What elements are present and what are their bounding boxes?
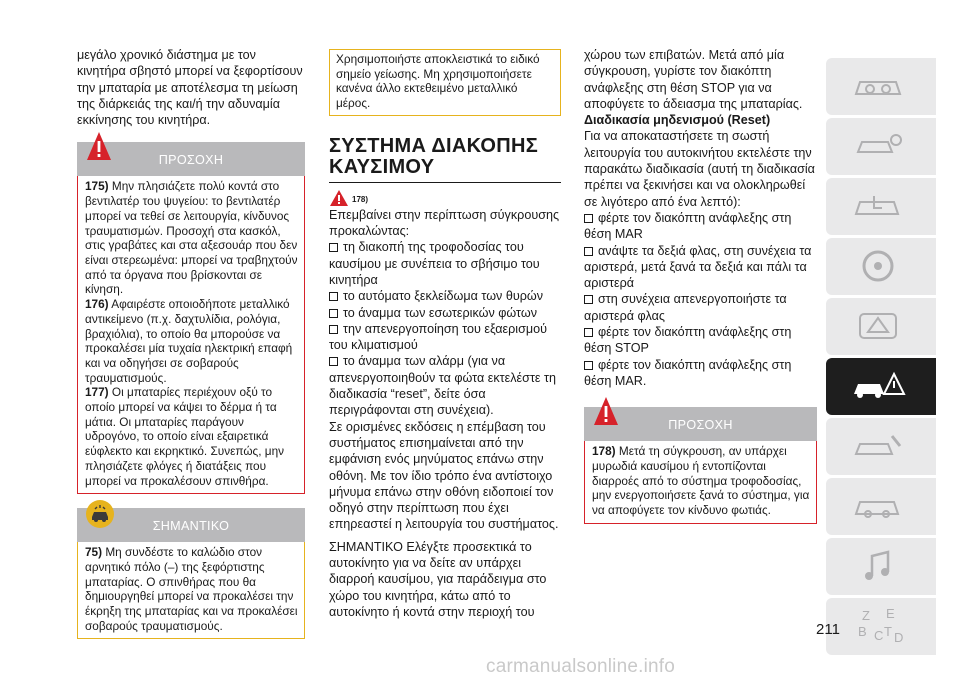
tab-warning-lights[interactable] [826, 298, 936, 355]
warning-title: ΠΡΟΣΟΧΗ [158, 153, 224, 168]
car-data-icon [848, 486, 908, 526]
alphabet-index-icon [848, 606, 908, 646]
important-box [77, 542, 305, 639]
lead-text: Επεμβαίνει στην περίπτωση σύγκρουσης προκαλώντας: [329, 207, 560, 239]
warning-header [77, 142, 305, 176]
list-item: στη συνέχεια απενεργοποιήστε τα αριστερά φλας [584, 292, 787, 323]
warning-reference [329, 189, 561, 207]
list-item: φέρτε τον διακόπτη ανάφλεξης στη θέση MAR. [584, 357, 792, 388]
checkbox-bullet-icon [584, 214, 593, 223]
tab-maintenance[interactable] [826, 418, 936, 475]
index-letter: E [886, 606, 895, 621]
checkbox-bullet-icon [584, 328, 593, 337]
list-item: φέρτε τον διακόπτη ανάφλεξης στη θέση STOP [584, 325, 792, 356]
col3-intro: χώρου των επιβατών. Μετά από μία σύγκρουση, γυρίστε τον διακόπτη ανάφλεξης στη θέση STOP για να αποφύγετε το άδειασμα της μπαταρίας. [584, 48, 803, 111]
watermark-text: carmanualsonline.info [486, 656, 676, 677]
car-seat-icon [848, 186, 908, 226]
warning-item: 177) Οι μπαταρίες περιέχουν οξύ το οποίο μπορεί να κάψει το δέρμα ή τα μάτια. Οι μπαταρίες παράγουν υδρογόνο, το οποίο είναι εξαιρετικά εύφλεκτο και εκρηκτικό. Συνεπώς, μην πλησιάζετε φλόγες ή διατάξεις που μπορεί να προκαλέσουν σπινθήρα. [85, 385, 285, 488]
tab-index[interactable] [826, 598, 936, 655]
paragraph: Για να αποκαταστήσετε τη σωστή λειτουργία του αυτοκινήτου εκτελέστε την παρακάτω διαδικασία (αυτή τη διαδικασία πρέπει να ξεκινήσει και να ολοκληρωθεί σε λιγότερο από ένα λεπτό): [584, 129, 815, 209]
checkbox-bullet-icon [584, 361, 593, 370]
col1-intro: μεγάλο χρονικό διάστημα με τον κινητήρα σβηστό μπορεί να ξεφορτίσουν την μπαταρία με αποτέλεσμα τη μείωση της διάρκειάς της και/ή την αδυναμία εκκίνησης του κινητήρα. [77, 48, 303, 128]
warning-item: 178) Μετά τη σύγκρουση, αν υπάρχει μυρωδιά καυσίμου ή εντοπίζονται διαρροές από το σύστημα τροφοδοσίας, μην ενεργοποιήσετε ξανά το σύστημα, για να αποφύγετε τον κίνδυνο φωτιάς. [592, 444, 810, 518]
tab-key[interactable] [826, 118, 936, 175]
index-letter: C [874, 628, 884, 643]
subheading: Διαδικασία μηδενισμού (Reset) [584, 113, 771, 128]
important-header [77, 508, 305, 542]
index-letter: T [884, 624, 892, 639]
index-letter: D [894, 630, 904, 645]
checkbox-bullet-icon [584, 295, 593, 304]
music-icon [848, 546, 908, 586]
column-2 [329, 47, 561, 620]
tab-technical-data[interactable] [826, 478, 936, 535]
list-item: την απενεργοποίηση του εξαερισμού του κλιματισμού [329, 321, 548, 353]
car-key-icon [848, 126, 908, 166]
reference-number: 178) [352, 194, 369, 204]
important-item: 75) Μη συνδέστε το καλώδιο στον αρνητικό πόλο (–) της ξεφόρτιστης μπαταρίας. Ο σπινθήρας που θα δημιουργηθεί μπορεί να προκαλέσει την έκρηξη της μπαταρίας και να προκαλέσει σοβαρούς τραυματισμούς. [85, 545, 298, 633]
list-item: το άναμμα των εσωτερικών φώτων [329, 305, 561, 321]
warning-header [584, 407, 817, 441]
paragraph: ΣΗΜΑΝΤΙΚΟ Ελέγξτε προσεκτικά το αυτοκίνητο για να δείτε αν υπάρχει διαρροή καυσίμου, για παράδειγμα στο χώρο του κινητήρα, κάτω από το αυτοκίνητο ή κοντά στην περιοχή του [329, 539, 547, 619]
tab-emergency[interactable] [826, 358, 936, 415]
tab-seat[interactable] [826, 178, 936, 235]
checkbox-bullet-icon [329, 309, 338, 318]
warning-item: 175) Μην πλησιάζετε πολύ κοντά στο βεντιλατέρ του ψυγείου: το βεντιλατέρ μπορεί να τεθεί σε λειτουργία, κίνδυνος τραυματισμών. Προσοχή στα κασκόλ, στις γραβάτες και στα αξεσουάρ που δεν είναι στερεωμένα: μπορεί να τραβηχτούν από τα όργανα που βρίσκονται σε κίνηση. [85, 179, 298, 297]
warning-item: 176) Αφαιρέστε οποιοδήποτε μεταλλικό αντικείμενο (π.χ. δαχτυλίδια, ρολόγια, βραχιόλια), το οποίο θα μπορούσε να προκαλέσει μία τυχαία ηλεκτρική επαφή και να οδηγήσει σε σοβαρούς τραυματισμούς. [85, 297, 293, 385]
wrench-icon [848, 426, 908, 466]
car-emergency-icon [848, 366, 908, 406]
checkbox-bullet-icon [329, 357, 338, 366]
page-number: 211 [816, 621, 840, 638]
chapter-tabs [826, 58, 936, 658]
list-item: ανάψτε τα δεξιά φλας, στη συνέχεια τα αριστερά, μετά ξανά τα δεξιά και πάλι τα αριστερά [584, 243, 812, 291]
tab-multimedia[interactable] [826, 538, 936, 595]
tab-dashboard[interactable] [826, 58, 936, 115]
checkbox-bullet-icon [584, 247, 593, 256]
list-item: τη διακοπή της τροφοδοσίας του καυσίμου με συνέπεια το σβήσιμο του κινητήρα [329, 240, 540, 287]
important-continuation-box: Χρησιμοποιήστε αποκλειστικά το ειδικό σημείο γείωσης. Μη χρησιμοποιήσετε κανένα άλλο εκτεθειμένο μεταλλικό μέρος. [329, 49, 561, 116]
paragraph: Σε ορισμένες εκδόσεις η επέμβαση του συστήματος επισημαίνεται από την εμφάνιση ενός μηνύματος επάνω στην οθόνη. Με τον ίδιο τρόπο ένα αντίστοιχο μήνυμα επάνω στην οθόνη ειδοποιεί τον οδηγό στην περίπτωση που έχει επηρεαστεί η λειτουργία του συστήματος. [329, 419, 559, 532]
warning-title: ΠΡΟΣΟΧΗ [668, 418, 733, 433]
section-title: ΣΥΣΤΗΜΑ ΔΙΑΚΟΠΗΣ ΚΑΥΣΙΜΟΥ [329, 136, 561, 183]
important-title: ΣΗΜΑΝΤΙΚΟ [152, 519, 230, 534]
warning-box [584, 441, 817, 524]
warning-light-icon [848, 306, 908, 346]
list-item: το άναμμα των αλάρμ (για να απενεργοποιηθούν τα φώτα εκτελέστε τη διαδικασία “reset”, δείτε όσα περιγράφονται στη συνέχεια). [329, 354, 557, 418]
tab-steering[interactable] [826, 238, 936, 295]
list-item: το αυτόματο ξεκλείδωμα των θυρών [329, 288, 561, 304]
checkbox-bullet-icon [329, 325, 338, 334]
column-3 [584, 47, 817, 524]
index-letter: B [858, 624, 867, 639]
checkbox-bullet-icon [329, 292, 338, 301]
column-1 [77, 47, 305, 639]
checkbox-bullet-icon [329, 243, 338, 252]
steering-wheel-icon [848, 246, 908, 286]
list-item: φέρτε τον διακόπτη ανάφλεξης στη θέση MAR [584, 210, 792, 242]
index-letter: Z [862, 608, 870, 623]
warning-box [77, 176, 305, 494]
car-dashboard-icon [848, 66, 908, 106]
warning-triangle-icon [329, 189, 349, 207]
